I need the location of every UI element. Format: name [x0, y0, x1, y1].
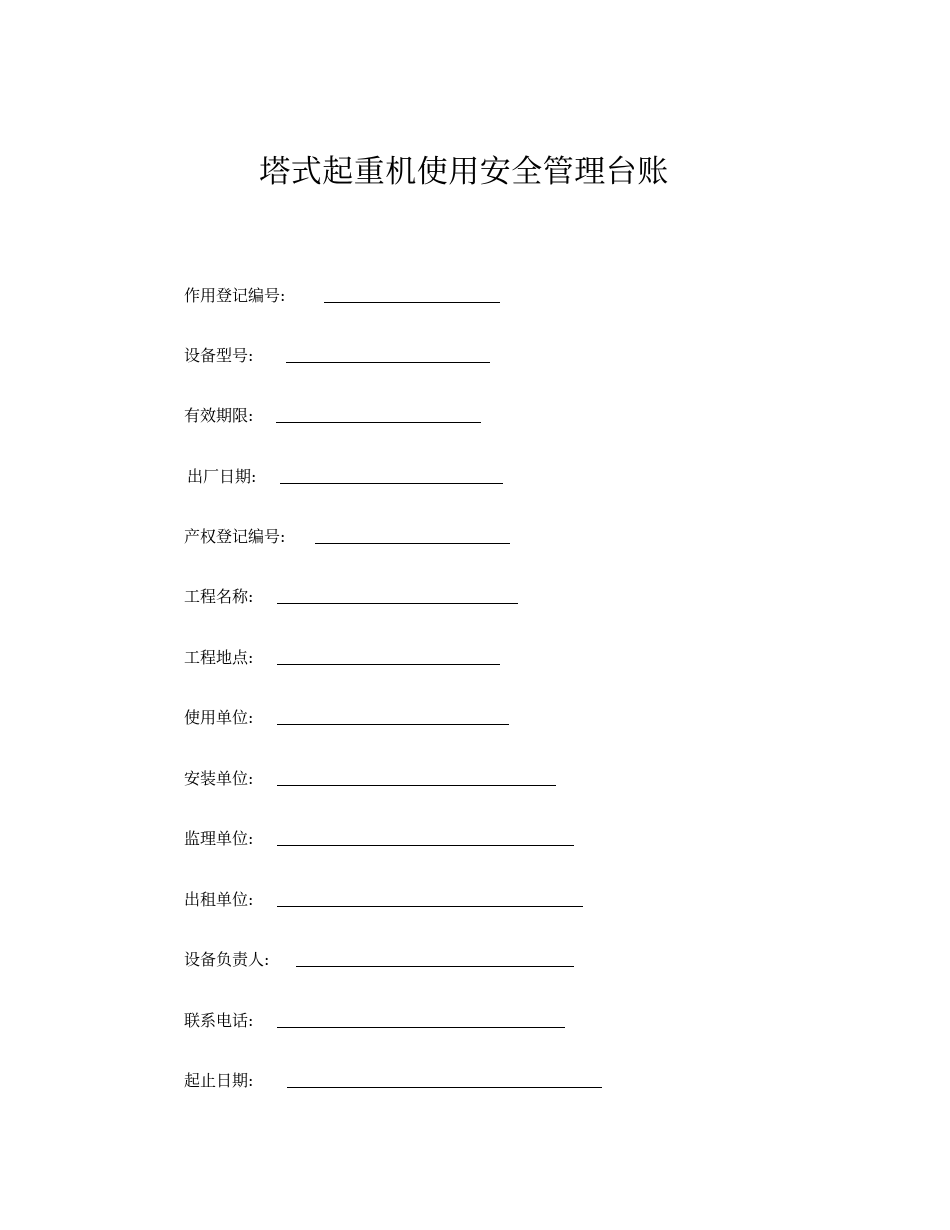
field-manufacture-date: [187, 461, 256, 487]
field-label: 作用登记编号:: [184, 286, 286, 305]
field-project-location: [184, 642, 253, 668]
field-label: 监理单位:: [184, 829, 254, 848]
blank-line[interactable]: [324, 302, 500, 303]
blank-line[interactable]: [287, 1087, 602, 1088]
blank-line[interactable]: [315, 543, 510, 544]
blank-line[interactable]: [277, 664, 500, 665]
field-rental-unit: [184, 884, 253, 910]
field-label: 设备负责人:: [184, 950, 270, 969]
blank-line[interactable]: [277, 1027, 565, 1028]
field-user-unit: [184, 702, 253, 728]
blank-line[interactable]: [277, 845, 574, 846]
field-label: 工程地点:: [184, 648, 254, 667]
field-equipment-model: [184, 340, 253, 366]
field-label: 使用单位:: [184, 708, 254, 727]
field-label: 出厂日期:: [187, 467, 257, 486]
blank-line[interactable]: [277, 724, 509, 725]
field-contact-phone: [184, 1005, 253, 1031]
field-label: 起止日期:: [184, 1071, 254, 1090]
field-equipment-manager: [184, 944, 269, 970]
blank-line[interactable]: [286, 362, 490, 363]
field-property-registration-number: [184, 521, 285, 547]
field-label: 设备型号:: [184, 346, 254, 365]
blank-line[interactable]: [276, 422, 481, 423]
page-title: 塔式起重机使用安全管理台账: [259, 154, 669, 190]
field-registration-number: [184, 280, 285, 306]
field-label: 工程名称:: [184, 587, 254, 606]
field-label: 有效期限:: [184, 406, 254, 425]
field-project-name: [184, 581, 253, 607]
blank-line[interactable]: [277, 603, 518, 604]
field-supervision-unit: [184, 823, 253, 849]
blank-line[interactable]: [296, 966, 574, 967]
field-validity-period: [184, 400, 253, 426]
blank-line[interactable]: [280, 483, 503, 484]
field-label: 联系电话:: [184, 1011, 254, 1030]
blank-line[interactable]: [277, 785, 556, 786]
field-label: 安装单位:: [184, 769, 254, 788]
field-start-end-date: [184, 1065, 253, 1091]
field-installation-unit: [184, 763, 253, 789]
field-label: 出租单位:: [184, 890, 254, 909]
blank-line[interactable]: [277, 906, 583, 907]
field-label: 产权登记编号:: [184, 527, 286, 546]
